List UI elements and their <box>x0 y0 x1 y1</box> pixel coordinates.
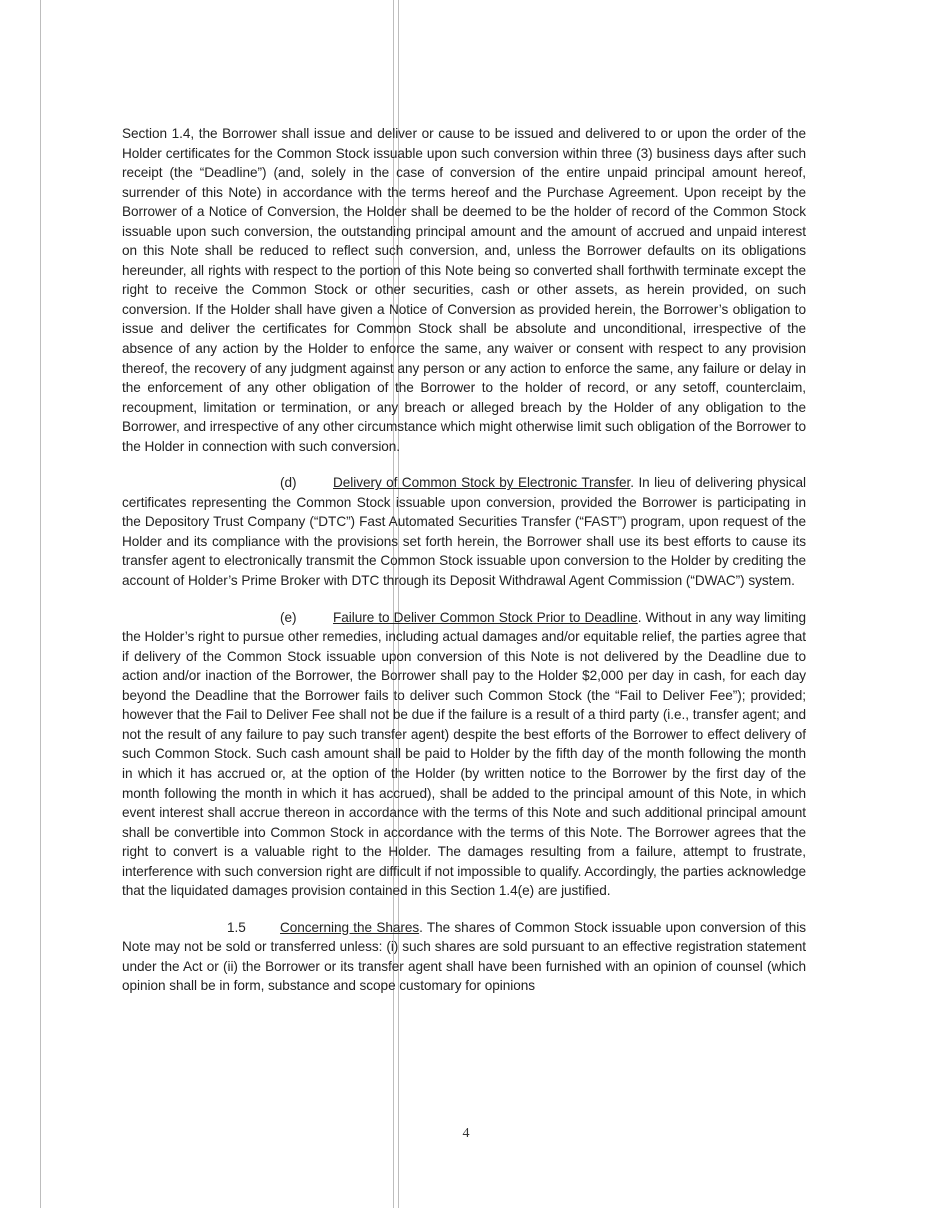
paragraph-1-4-e <box>122 608 806 901</box>
clause-text-d: . In lieu of delivering physical certificates representing the Common Stock issuable upon conversion, provided the Borrower is participating in the Depository Trust Company (“DTC”) Fast Automated Securities Transfer (“FAST”) program, upon request of the Holder and its compliance with the provisions set forth herein, the Borrower shall use its best efforts to cause its transfer agent to electronically transmit the Common Stock issuable upon conversion to the Holder by crediting the account of Holder’s Prime Broker with DTC through its Deposit Withdrawal Agent Commission (“DWAC”) system. <box>122 475 806 589</box>
clause-heading-d: Delivery of Common Stock by Electronic Transfer <box>333 475 631 491</box>
paragraph-1-5 <box>122 918 806 996</box>
section-label-1-5: 1.5 <box>227 919 246 935</box>
page-number: 4 <box>462 1126 470 1141</box>
section-text-1-5: . The shares of Common Stock issuable upon conversion of this Note may not be sold or transferred unless: (i) such shares are sold pursuant to an effective registration statement under the Act or (ii) the Borrower or its transfer agent shall have been furnished with an opinion of counsel (which opinion shall be in form, substance and scope customary for opinions <box>122 919 806 994</box>
clause-text-e: . Without in any way limiting the Holder’s right to pursue other remedies, including actual damages and/or equitable relief, the parties agree that if delivery of the Common Stock issuable upon conversion of this Note is not delivered by the Deadline due to action and/or inaction of the Borrower, the Borrower shall pay to the Holder $2,000 per day in cash, for each day beyond the Deadline that the Borrower fails to deliver such Common Stock (the “Fail to Deliver Fee”); provided; however that the Fail to Deliver Fee shall not be due if the failure is a result of a third party (i.e., transfer agent; and not the result of any failure to pay such transfer agent) despite the best efforts of the Borrower to effect delivery of such Common Stock. Such cash amount shall be paid to Holder by the fifth day of the month following the month in which it has accrued or, at the option of the Holder (by written notice to the Borrower by the first day of the month following the month in which it has accrued), shall be added to the principal amount of this Note, in which event interest shall accrue thereon in accordance with the terms of this Note and such additional principal amount shall be convertible into Common Stock in accordance with the terms of this Note. The Borrower agrees that the right to convert is a valuable right to the Holder. The damages resulting from a failure, attempt to frustrate, interference with such conversion right are difficult if not impossible to qualify. Accordingly, the parties acknowledge that the liquidated damages provision contained in this Section 1.4(e) are justified. <box>122 609 806 899</box>
clause-label-d: (d) <box>280 475 297 491</box>
clause-label-e: (e) <box>280 609 297 625</box>
clause-heading-e: Failure to Deliver Common Stock Prior to Deadline <box>333 609 638 625</box>
paragraph-section-1-4-continuation: Section 1.4, the Borrower shall issue and deliver or cause to be issued and delivered to or upon the order of the Holder certificates for the Common Stock issuable upon such conversion within three (3) business days after such receipt (the “Deadline”) (and, solely in the case of conversion of the entire unpaid principal amount hereof, surrender of this Note) in accordance with the terms hereof and the Purchase Agreement. Upon receipt by the Borrower of a Notice of Conversion, the Holder shall be deemed to be the holder of record of the Common Stock issuable upon such conversion, the outstanding principal amount and the amount of accrued and unpaid interest on this Note shall be reduced to reflect such conversion, and, unless the Borrower defaults on its obligations hereunder, all rights with respect to the portion of this Note being so converted shall forthwith terminate except the right to receive the Common Stock or other securities, cash or other assets, as herein provided, on such conversion. If the Holder shall have given a Notice of Conversion as provided herein, the Borrower’s obligation to issue and deliver the certificates for Common Stock shall be absolute and unconditional, irrespective of the absence of any action by the Holder to enforce the same, any waiver or consent with respect to any provision thereof, the recovery of any judgment against any person or any action to enforce the same, any failure or delay in the enforcement of any other obligation of the Borrower to the holder of record, or any setoff, counterclaim, recoupment, limitation or termination, or any breach or alleged breach by the Holder of any obligation to the Borrower, and irrespective of any other circumstance which might otherwise limit such obligation of the Borrower to the Holder in connection with such conversion. <box>122 126 806 454</box>
section-heading-1-5: Concerning the Shares <box>280 919 420 935</box>
paragraph-1-4-d <box>122 473 806 590</box>
document-body <box>122 124 806 996</box>
scan-artifact-line <box>40 0 41 1208</box>
